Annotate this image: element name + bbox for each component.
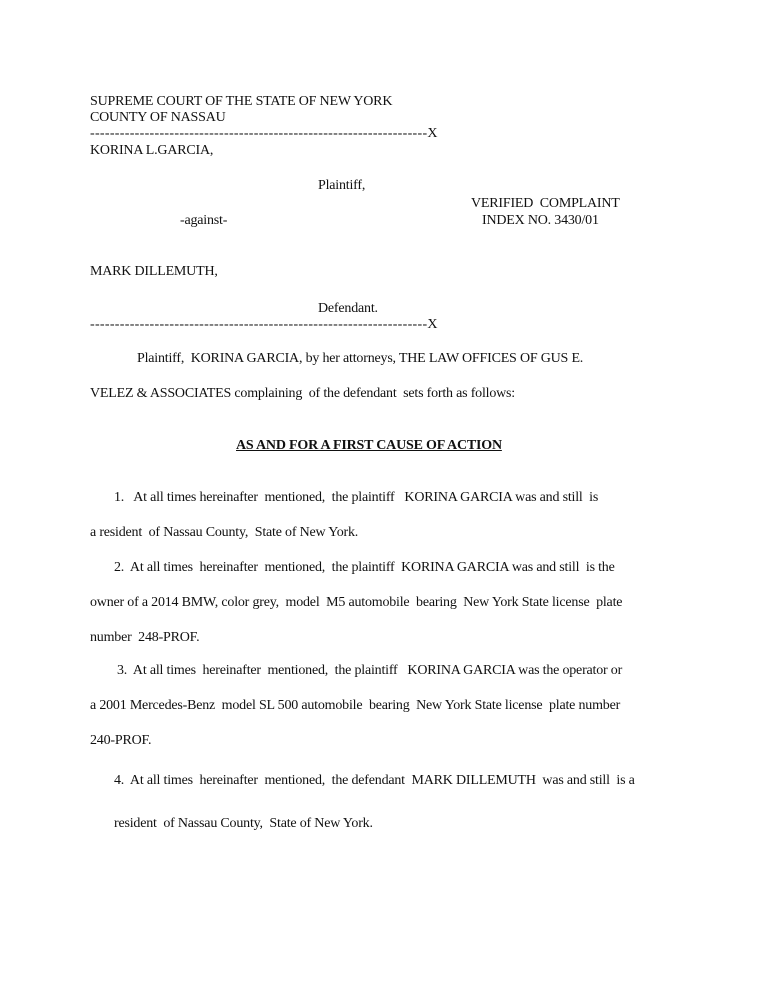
plaintiff-name: KORINA L.GARCIA,	[90, 143, 214, 158]
plaintiff-role: Plaintiff,	[318, 178, 366, 193]
index-number: INDEX NO. 3430/01	[482, 213, 599, 228]
caption-rule-top: --------------------------------------------------------------------X	[90, 126, 438, 141]
paragraph-4-line-1: 4. At all times hereinafter mentioned, the defendant MARK DILLEMUTH was and still is a	[114, 773, 635, 788]
defendant-name: MARK DILLEMUTH,	[90, 264, 218, 279]
section-heading: AS AND FOR A FIRST CAUSE OF ACTION	[236, 438, 502, 453]
paragraph-2-line-2: owner of a 2014 BMW, color grey, model M5 automobile bearing New York State license plate	[90, 595, 623, 610]
paragraph-3-line-1: 3. At all times hereinafter mentioned, the plaintiff KORINA GARCIA was the operator or	[117, 663, 623, 678]
against-label: -against-	[180, 213, 228, 228]
document-title: VERIFIED COMPLAINT	[471, 196, 620, 211]
court-name: SUPREME COURT OF THE STATE OF NEW YORK	[90, 94, 393, 109]
paragraph-3-line-2: a 2001 Mercedes-Benz model SL 500 automobile bearing New York State license plate number	[90, 698, 621, 713]
paragraph-2-line-3: number 248-PROF.	[90, 630, 200, 645]
caption-rule-bottom: --------------------------------------------------------------------X	[90, 317, 438, 332]
defendant-role: Defendant.	[318, 301, 378, 316]
intro-line-2: VELEZ & ASSOCIATES complaining of the defendant sets forth as follows:	[90, 386, 515, 401]
paragraph-3-line-3: 240-PROF.	[90, 733, 152, 748]
county-name: COUNTY OF NASSAU	[90, 110, 226, 125]
paragraph-4-line-2: resident of Nassau County, State of New York.	[114, 816, 373, 831]
paragraph-1-line-1: 1. At all times hereinafter mentioned, the plaintiff KORINA GARCIA was and still is	[114, 490, 599, 505]
paragraph-2-line-1: 2. At all times hereinafter mentioned, the plaintiff KORINA GARCIA was and still is the	[114, 560, 615, 575]
intro-line-1: Plaintiff, KORINA GARCIA, by her attorneys, THE LAW OFFICES OF GUS E.	[137, 351, 584, 366]
paragraph-1-line-2: a resident of Nassau County, State of New York.	[90, 525, 359, 540]
